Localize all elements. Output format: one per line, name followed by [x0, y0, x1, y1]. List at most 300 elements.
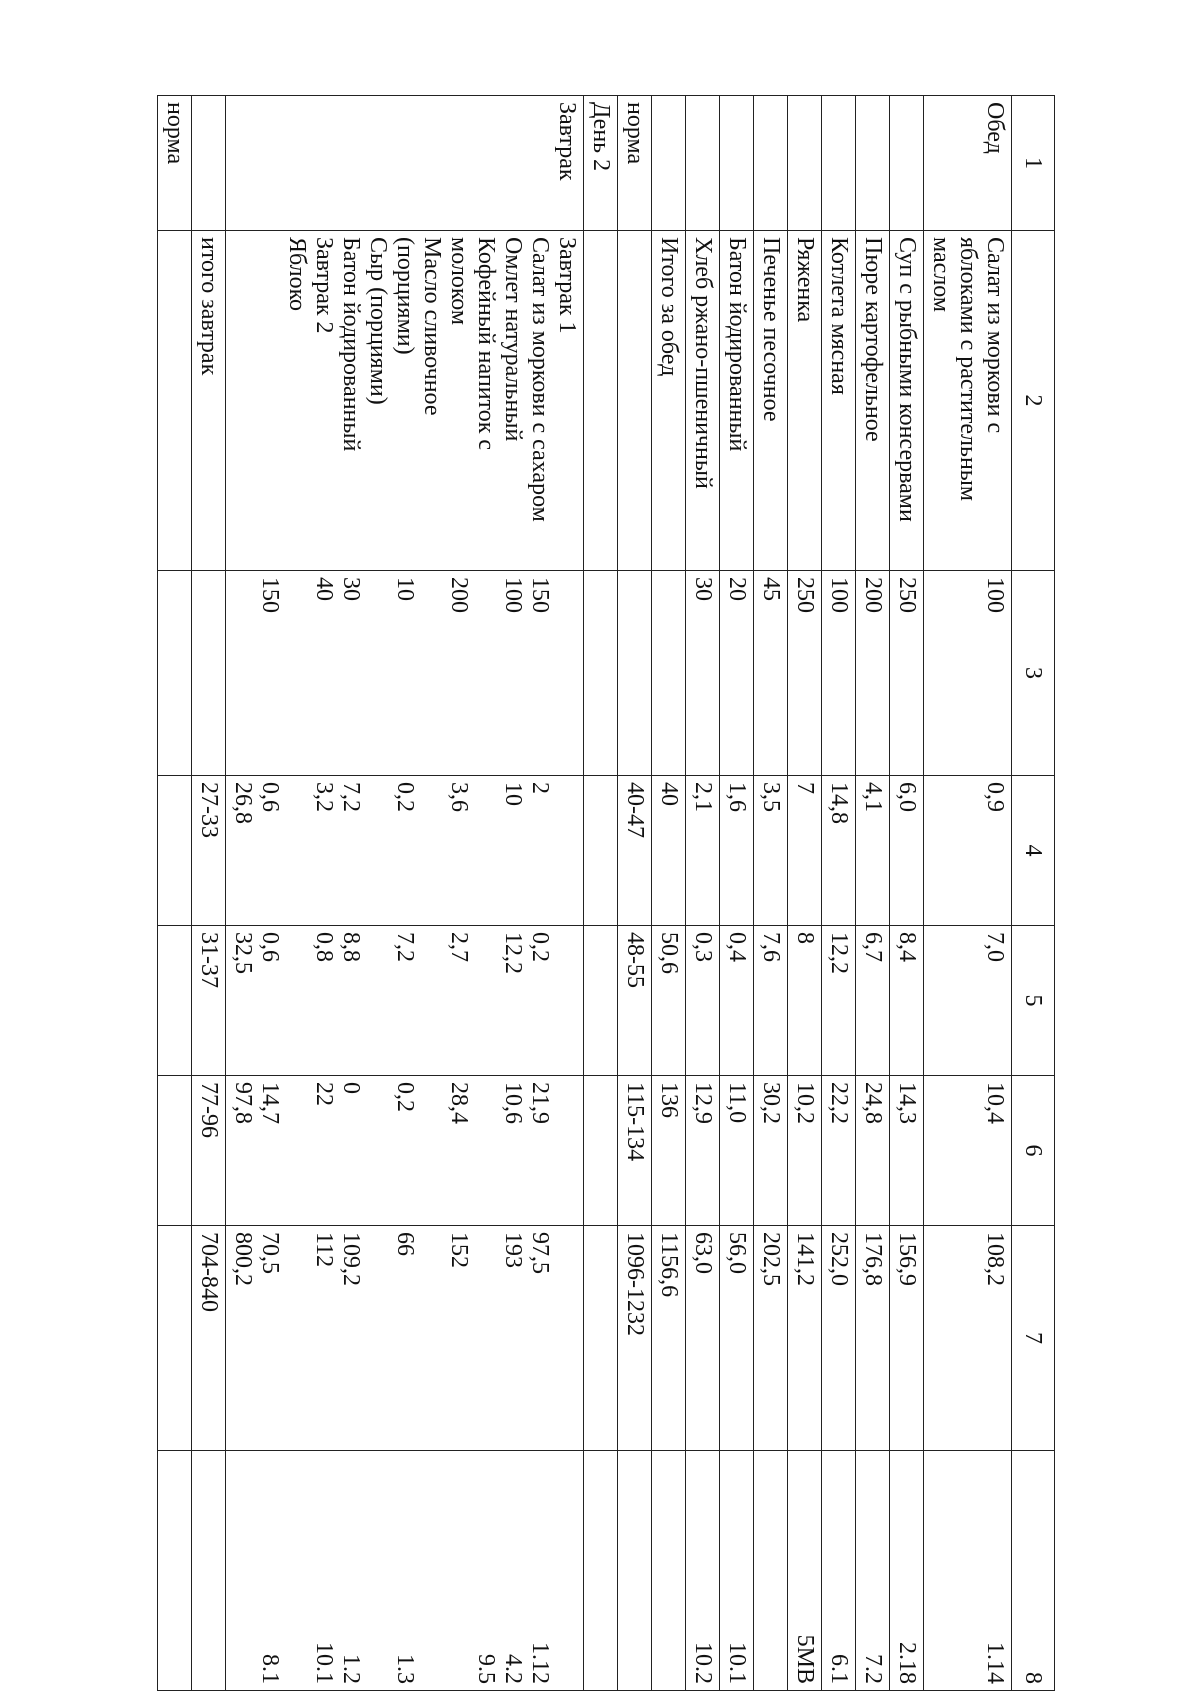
cell-line: 11,0 — [724, 1082, 750, 1124]
cell-line: Суп с рыбными консервами — [894, 237, 920, 522]
cell-line: 3,6 — [446, 782, 472, 812]
cell-line: 40 — [656, 782, 682, 806]
cell-line: 112 — [311, 1232, 337, 1268]
cell-line — [161, 1232, 188, 1444]
table-body — [158, 96, 1055, 1691]
cell-line: 21,9 — [527, 1082, 553, 1124]
cell-line — [472, 932, 499, 1069]
fat-cell — [924, 926, 1012, 1076]
table-row — [720, 96, 754, 1691]
dish-cell — [652, 231, 686, 571]
cell-line: молоком — [446, 237, 472, 326]
protein-cell — [652, 776, 686, 926]
cell-line — [283, 1232, 310, 1444]
cell-line: 10,6 — [500, 1082, 526, 1124]
cell-line: 0,6 — [257, 782, 283, 812]
recipe-cell — [822, 1451, 856, 1691]
energy-cell — [924, 1226, 1012, 1451]
recipe-cell — [584, 1451, 618, 1691]
dish-cell — [584, 231, 618, 571]
cell-line: итого завтрак — [196, 237, 222, 376]
cell-line: 150 — [257, 577, 283, 613]
cell-line: 176,8 — [860, 1232, 886, 1286]
cell-line — [161, 1457, 188, 1684]
cell-line — [472, 1232, 499, 1444]
cell-line: 7,0 — [982, 932, 1008, 962]
cell-line: 1.12 — [527, 1642, 553, 1684]
cell-line: 10.2 — [690, 1642, 716, 1684]
cell-line: 31-37 — [196, 932, 222, 988]
cell-line: 8,8 — [338, 932, 364, 962]
cell-line — [283, 1457, 310, 1684]
cell-line: 156,9 — [894, 1232, 920, 1286]
protein-cell — [192, 776, 226, 926]
weight-cell — [192, 571, 226, 776]
protein-cell — [788, 776, 822, 926]
energy-cell — [226, 1226, 584, 1451]
fat-cell — [720, 926, 754, 1076]
cell-line: 14,3 — [894, 1082, 920, 1124]
protein-cell — [754, 776, 788, 926]
protein-cell — [226, 776, 584, 926]
fat-cell — [890, 926, 924, 1076]
dish-cell — [788, 231, 822, 571]
cell-line: Пюре картофельное — [860, 237, 886, 442]
cell-line: 1.3 — [392, 1654, 418, 1684]
cell-line: 1156,6 — [656, 1232, 682, 1298]
meal-cell — [856, 96, 890, 231]
dish-cell — [192, 231, 226, 571]
cell-line — [418, 932, 445, 1069]
cell-line: 704-840 — [196, 1232, 222, 1312]
weight-cell — [856, 571, 890, 776]
cell-line: 7,6 — [758, 932, 784, 962]
recipe-cell — [158, 1451, 192, 1691]
cell-line: 100 — [500, 577, 526, 613]
cell-line: 0 — [338, 1082, 364, 1094]
weight-cell — [788, 571, 822, 776]
cell-line: 6,0 — [894, 782, 920, 812]
recipe-cell — [686, 1451, 720, 1691]
cell-line: Батон йодированный — [338, 237, 364, 452]
cell-line: 100 — [982, 577, 1008, 613]
energy-cell — [720, 1226, 754, 1451]
cell-line: Котлета мясная — [826, 237, 852, 395]
cell-line — [364, 1082, 391, 1219]
weight-cell — [720, 571, 754, 776]
weight-cell — [890, 571, 924, 776]
cell-line: 70,5 — [257, 1232, 283, 1274]
cell-line — [587, 932, 614, 1069]
recipe-cell — [618, 1451, 652, 1691]
cell-line: 5МВ — [792, 1634, 818, 1684]
header-row — [1012, 96, 1055, 1691]
cell-line — [283, 1082, 310, 1219]
cell-line: 12,2 — [826, 932, 852, 974]
cell-line: 9.5 — [473, 1654, 499, 1684]
fat-cell — [584, 926, 618, 1076]
cell-line: 10.1 — [724, 1642, 750, 1684]
rotated-page — [55, 95, 1055, 1690]
dish-cell — [686, 231, 720, 571]
cell-line: 115-134 — [622, 1082, 648, 1162]
recipe-cell — [754, 1451, 788, 1691]
cell-line: 30 — [690, 577, 716, 601]
cell-line — [587, 237, 614, 564]
cell-line: 97,5 — [527, 1232, 553, 1274]
cell-line: 20 — [724, 577, 750, 601]
cell-line: 136 — [656, 1082, 682, 1118]
cell-line — [161, 932, 188, 1069]
cell-line: 27-33 — [196, 782, 222, 838]
fat-cell — [652, 926, 686, 1076]
fat-cell — [856, 926, 890, 1076]
cell-line: 202,5 — [758, 1232, 784, 1286]
fat-cell — [226, 926, 584, 1076]
cell-line: 152 — [446, 1232, 472, 1268]
cell-line: 7.2 — [860, 1654, 886, 1684]
fat-cell — [686, 926, 720, 1076]
meal-cell: День 2 — [584, 96, 618, 231]
energy-cell — [890, 1226, 924, 1451]
cell-line — [757, 1457, 784, 1684]
table-row — [890, 96, 924, 1691]
cell-line: 8.1 — [257, 1654, 283, 1684]
weight-cell — [822, 571, 856, 776]
dish-cell — [618, 231, 652, 571]
cell-line — [418, 782, 445, 919]
cell-line: 56,0 — [724, 1232, 750, 1274]
cell-line — [587, 1082, 614, 1219]
cell-line: 0,3 — [690, 932, 716, 962]
cell-line: 22,2 — [826, 1082, 852, 1124]
weight-cell — [686, 571, 720, 776]
carbs-cell — [584, 1076, 618, 1226]
energy-cell — [822, 1226, 856, 1451]
carbs-cell — [158, 1076, 192, 1226]
protein-cell — [584, 776, 618, 926]
table-row — [686, 96, 720, 1691]
protein-cell — [618, 776, 652, 926]
energy-cell — [686, 1226, 720, 1451]
cell-line — [655, 1457, 682, 1684]
protein-cell — [686, 776, 720, 926]
protein-cell — [158, 776, 192, 926]
cell-line — [283, 577, 310, 769]
cell-line: 4,1 — [860, 782, 886, 812]
table-row — [822, 96, 856, 1691]
recipe-cell — [856, 1451, 890, 1691]
carbs-cell — [856, 1076, 890, 1226]
protein-cell — [720, 776, 754, 926]
table-row — [754, 96, 788, 1691]
cell-line: 6,7 — [860, 932, 886, 962]
cell-line: 108,2 — [982, 1232, 1008, 1286]
cell-line: 28,4 — [446, 1082, 472, 1124]
recipe-cell — [652, 1451, 686, 1691]
cell-line: яблоками с растительным — [955, 237, 981, 502]
cell-line — [621, 237, 648, 564]
cell-line: 0,6 — [257, 932, 283, 962]
cell-line: Салат из моркови с сахаром — [527, 237, 553, 522]
cell-line — [445, 1457, 472, 1684]
cell-line: 7,2 — [392, 932, 418, 962]
meal-cell: Обед — [924, 96, 1012, 231]
carbs-cell — [226, 1076, 584, 1226]
table-row — [192, 96, 226, 1691]
header-cell: 3 — [1012, 571, 1055, 776]
cell-line: Батон йодированный — [724, 237, 750, 452]
recipe-cell — [226, 1451, 584, 1691]
cell-line: 10 — [500, 782, 526, 806]
cell-line: 2,1 — [690, 782, 716, 812]
cell-line: 800,2 — [230, 1232, 256, 1286]
cell-line: 4.2 — [500, 1654, 526, 1684]
cell-line: 40 — [311, 577, 337, 601]
header-cell: 5 — [1012, 926, 1055, 1076]
cell-line — [655, 577, 682, 769]
recipe-cell — [788, 1451, 822, 1691]
cell-line — [195, 1457, 222, 1684]
cell-line: 0,9 — [982, 782, 1008, 812]
cell-line — [553, 1457, 580, 1684]
cell-line: 200 — [446, 577, 472, 613]
cell-line: 8,4 — [894, 932, 920, 962]
carbs-cell — [720, 1076, 754, 1226]
cell-line — [418, 1232, 445, 1444]
cell-line: 1,6 — [724, 782, 750, 812]
cell-line: 252,0 — [826, 1232, 852, 1286]
cell-line — [418, 577, 445, 769]
cell-line — [283, 932, 310, 1069]
protein-cell — [890, 776, 924, 926]
cell-line: 109,2 — [338, 1232, 364, 1286]
cell-line — [621, 577, 648, 769]
cell-line: 97,8 — [230, 1082, 256, 1124]
weight-cell — [226, 571, 584, 776]
cell-line: 10,2 — [792, 1082, 818, 1124]
header-cell: 8 — [1012, 1451, 1055, 1691]
cell-line: 12,2 — [500, 932, 526, 974]
cell-line — [553, 1082, 580, 1219]
header-cell: 7 — [1012, 1226, 1055, 1451]
cell-line: Кофейный напиток с — [473, 237, 499, 451]
cell-line — [587, 782, 614, 919]
carbs-cell — [788, 1076, 822, 1226]
cell-line: Печенье песочное — [758, 237, 784, 422]
cell-line — [418, 1082, 445, 1219]
fat-cell — [618, 926, 652, 1076]
cell-line: 3,2 — [311, 782, 337, 812]
fat-cell — [158, 926, 192, 1076]
carbs-cell — [754, 1076, 788, 1226]
cell-line: 2 — [527, 782, 553, 794]
cell-line: Салат из моркови с — [982, 237, 1008, 434]
table-row — [158, 96, 192, 1691]
cell-line — [553, 577, 580, 769]
carbs-cell — [686, 1076, 720, 1226]
cell-line: 45 — [758, 577, 784, 601]
weight-cell — [584, 571, 618, 776]
weight-cell — [924, 571, 1012, 776]
energy-cell — [192, 1226, 226, 1451]
cell-line: 0,8 — [311, 932, 337, 962]
table-row — [856, 96, 890, 1691]
nutrition-table — [157, 95, 1055, 1691]
cell-line: Омлет натуральный — [500, 237, 526, 442]
meal-cell — [720, 96, 754, 231]
cell-line: 77-96 — [196, 1082, 222, 1138]
cell-line — [621, 1457, 648, 1684]
recipe-cell — [890, 1451, 924, 1691]
dish-cell — [890, 231, 924, 571]
energy-cell — [788, 1226, 822, 1451]
recipe-cell — [924, 1451, 1012, 1691]
cell-line — [161, 237, 188, 564]
cell-line — [195, 577, 222, 769]
cell-line — [161, 782, 188, 919]
energy-cell — [584, 1226, 618, 1451]
energy-cell — [856, 1226, 890, 1451]
cell-line: 250 — [792, 577, 818, 613]
meal-cell — [192, 96, 226, 231]
cell-line — [472, 782, 499, 919]
cell-line: 0,2 — [527, 932, 553, 962]
cell-line — [553, 932, 580, 1069]
cell-line: 1096-1232 — [622, 1232, 648, 1336]
cell-line: 63,0 — [690, 1232, 716, 1274]
meal-cell — [754, 96, 788, 231]
carbs-cell — [890, 1076, 924, 1226]
cell-line: 250 — [894, 577, 920, 613]
cell-line — [587, 1232, 614, 1444]
carbs-cell — [822, 1076, 856, 1226]
table-row — [788, 96, 822, 1691]
cell-line — [161, 577, 188, 769]
header-cell: 1 — [1012, 96, 1055, 231]
header-cell: 6 — [1012, 1076, 1055, 1226]
dish-cell — [924, 231, 1012, 571]
cell-line: 1.2 — [338, 1654, 364, 1684]
dish-cell — [856, 231, 890, 571]
cell-line — [364, 1232, 391, 1444]
cell-line: 22 — [311, 1082, 337, 1106]
cell-line — [161, 1082, 188, 1219]
meal-cell — [822, 96, 856, 231]
cell-line — [553, 782, 580, 919]
cell-line: 6.1 — [826, 1654, 852, 1684]
meal-cell — [788, 96, 822, 231]
cell-line: 12,9 — [690, 1082, 716, 1124]
cell-line: 1.14 — [982, 1642, 1008, 1684]
cell-line: 10 — [392, 577, 418, 601]
cell-line — [587, 1457, 614, 1684]
cell-line: 2.18 — [894, 1642, 920, 1684]
weight-cell — [754, 571, 788, 776]
cell-line: 40-47 — [622, 782, 648, 838]
cell-line: Завтрак 1 — [554, 237, 580, 334]
cell-line: 30 — [338, 577, 364, 601]
cell-line — [553, 1232, 580, 1444]
cell-line: 14,8 — [826, 782, 852, 824]
cell-line — [283, 782, 310, 919]
dish-cell — [754, 231, 788, 571]
dish-cell — [158, 231, 192, 571]
cell-line — [472, 1082, 499, 1219]
carbs-cell — [652, 1076, 686, 1226]
carbs-cell — [924, 1076, 1012, 1226]
cell-line: 193 — [500, 1232, 526, 1268]
cell-line: 0,2 — [392, 782, 418, 812]
cell-line: 3,5 — [758, 782, 784, 812]
cell-line: 32,5 — [230, 932, 256, 974]
table-row — [924, 96, 1012, 1691]
header-cell: 4 — [1012, 776, 1055, 926]
energy-cell — [158, 1226, 192, 1451]
cell-line: 14,7 — [257, 1082, 283, 1124]
cell-line: Сыр (порциями) — [365, 237, 391, 405]
table-row — [584, 96, 618, 1691]
meal-cell — [686, 96, 720, 231]
dish-cell — [720, 231, 754, 571]
cell-line — [472, 577, 499, 769]
cell-line: 2,7 — [446, 932, 472, 962]
weight-cell — [618, 571, 652, 776]
dish-cell — [226, 231, 584, 571]
header-cell: 2 — [1012, 231, 1055, 571]
energy-cell — [618, 1226, 652, 1451]
table-row — [226, 96, 584, 1691]
carbs-cell — [618, 1076, 652, 1226]
cell-line: Масло сливочное — [419, 237, 445, 416]
recipe-cell — [192, 1451, 226, 1691]
cell-line: 26,8 — [230, 782, 256, 824]
cell-line: 0,2 — [392, 1082, 418, 1112]
cell-line: 100 — [826, 577, 852, 613]
fat-cell — [192, 926, 226, 1076]
cell-line: Хлеб ржано-пшеничный — [690, 237, 716, 489]
meal-cell: Завтрак — [226, 96, 584, 231]
dish-cell — [822, 231, 856, 571]
protein-cell — [856, 776, 890, 926]
table-row — [618, 96, 652, 1691]
cell-line: 7 — [792, 782, 818, 794]
cell-line: 7,2 — [338, 782, 364, 812]
protein-cell — [822, 776, 856, 926]
cell-line: 24,8 — [860, 1082, 886, 1124]
energy-cell — [754, 1226, 788, 1451]
cell-line — [364, 1457, 391, 1684]
cell-line: 50,6 — [656, 932, 682, 974]
fat-cell — [822, 926, 856, 1076]
cell-line — [364, 577, 391, 769]
recipe-cell — [720, 1451, 754, 1691]
energy-cell — [652, 1226, 686, 1451]
cell-line: 10,4 — [982, 1082, 1008, 1124]
cell-line: 150 — [527, 577, 553, 613]
cell-line: 200 — [860, 577, 886, 613]
cell-line — [364, 782, 391, 919]
cell-line: Итого за обед — [656, 237, 682, 377]
cell-line: Завтрак 2 — [311, 237, 337, 334]
cell-line: 0,4 — [724, 932, 750, 962]
cell-line: Яблоко — [284, 237, 310, 312]
cell-line: 48-55 — [622, 932, 648, 988]
cell-line: 141,2 — [792, 1232, 818, 1286]
cell-line: Ряженка — [792, 237, 818, 323]
carbs-cell — [192, 1076, 226, 1226]
cell-line: (порциями) — [392, 237, 418, 355]
